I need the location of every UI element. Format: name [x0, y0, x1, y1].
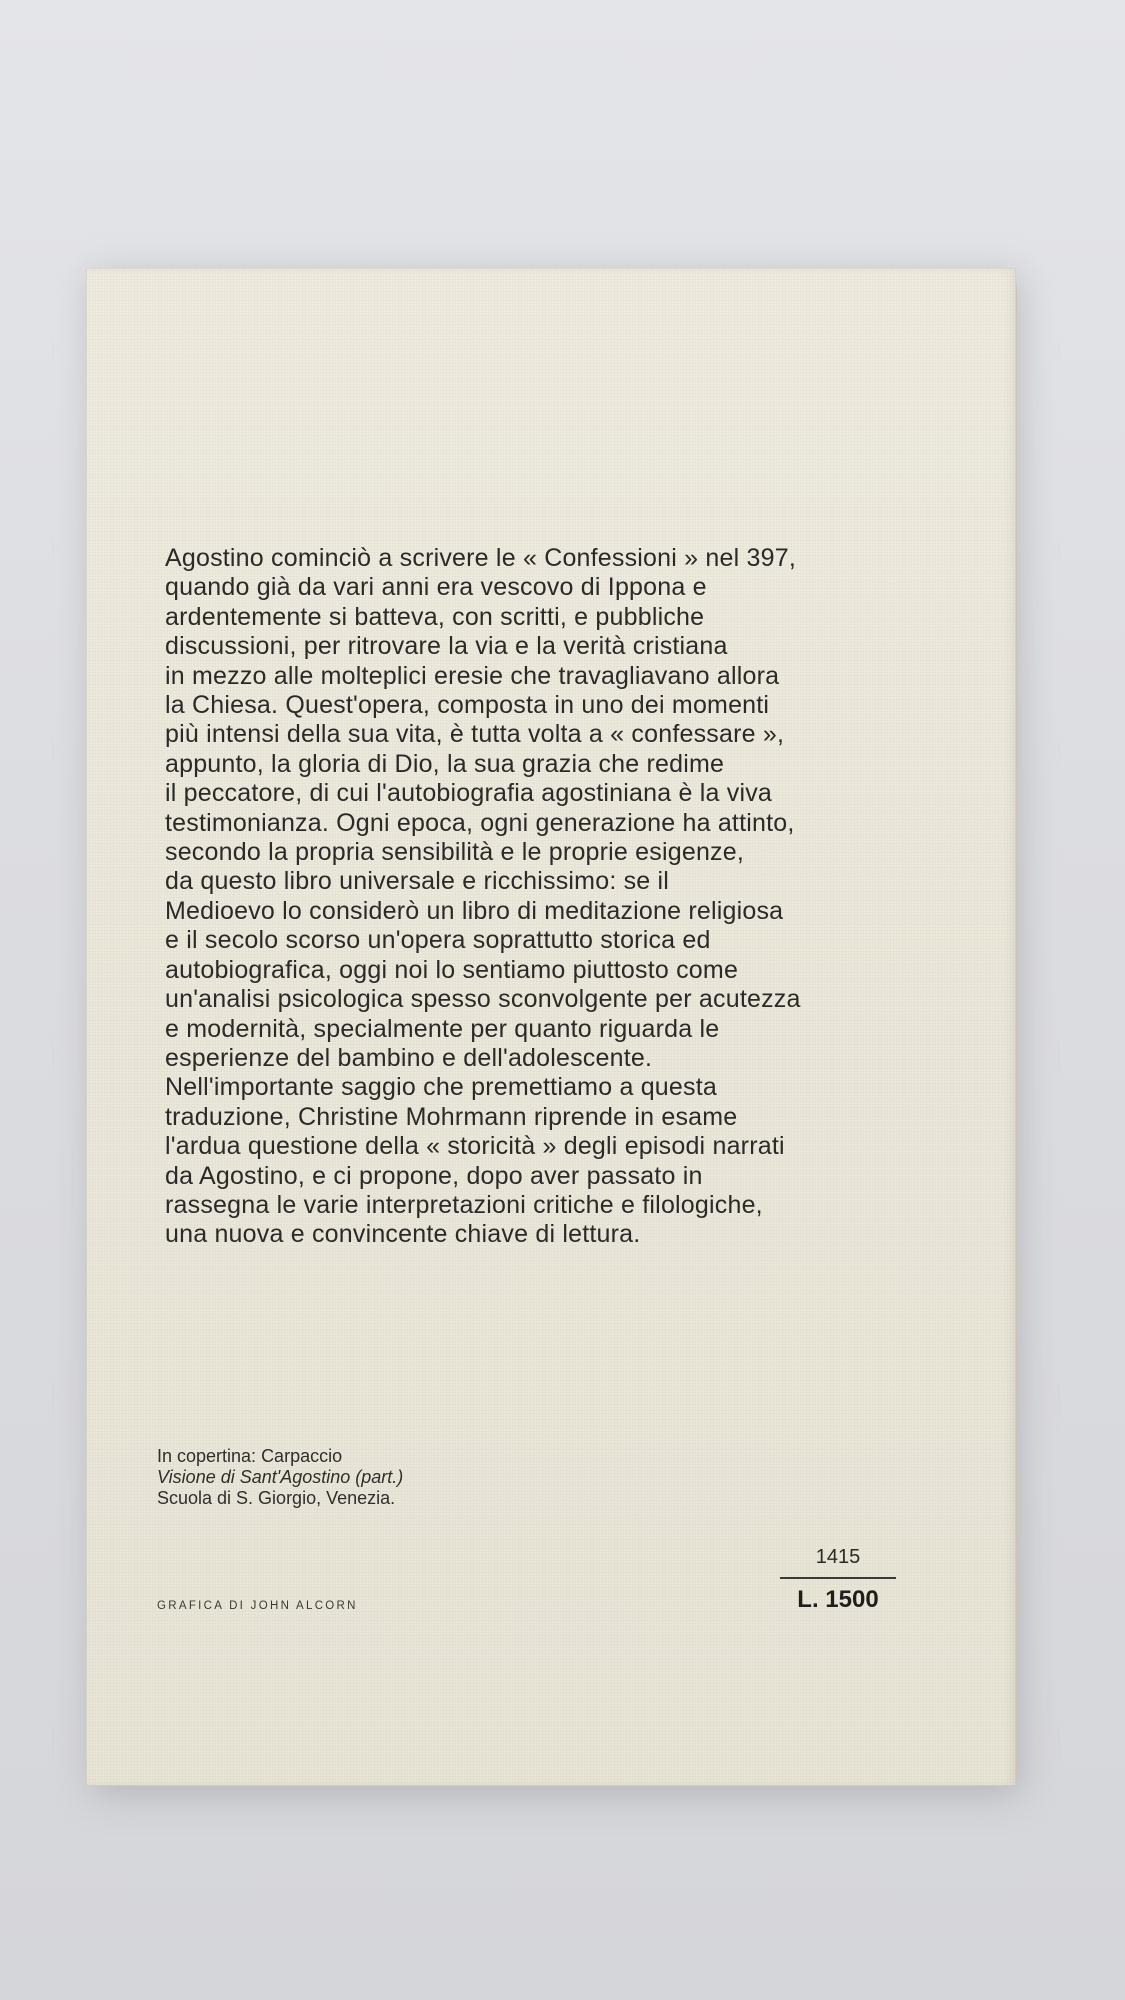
blurb-line: esperienze del bambino e dell'adolescente. [165, 1043, 653, 1072]
blurb-line: più intensi della sua vita, è tutta volta a « confessare », [165, 720, 785, 749]
blurb-line: ardentemente si batteva, con scritti, e pubbliche [165, 602, 705, 631]
blurb-line: appunto, la gloria di Dio, la sua grazia che redime [165, 749, 725, 778]
blurb-line: traduzione, Christine Mohrmann riprende in esame [165, 1102, 738, 1131]
blurb-line: il peccatore, di cui l'autobiografia agostiniana è la viva [165, 779, 773, 808]
blurb-line: Nell'importante saggio che premettiamo a questa [165, 1073, 717, 1102]
blurb-line: discussioni, per ritrovare la via e la verità cristiana [165, 632, 728, 661]
blurb-line: autobiografica, oggi noi lo sentiamo piuttosto come [165, 955, 739, 984]
blurb-line: da Agostino, e ci propone, dopo aver passato in [165, 1161, 703, 1190]
blurb-line: Medioevo lo considerò un libro di meditazione religiosa [165, 896, 784, 925]
blurb-line: l'ardua questione della « storicità » degli episodi narrati [165, 1132, 785, 1161]
design-credit: GRAFICA DI JOHN ALCORN [157, 1600, 358, 1612]
blurb-line: e il secolo scorso un'opera soprattutto storica ed [165, 926, 711, 955]
blurb-line: quando già da vari anni era vescovo di Ippona e [165, 573, 707, 602]
blurb-line: secondo la propria sensibilità e le proprie esigenze, [165, 838, 744, 867]
credit-line-artwork: Visione di Sant'Agostino (part.) [157, 1467, 404, 1487]
blurb-line: Agostino cominciò a scrivere le « Confessioni » nel 397, [165, 544, 796, 572]
price-label: L. 1500 [797, 1586, 879, 1613]
price-divider [780, 1577, 896, 1579]
credit-line-location: Scuola di S. Giorgio, Venezia. [157, 1488, 396, 1508]
blurb-line: e modernità, specialmente per quanto riguarda le [165, 1014, 720, 1043]
blurb-line: da questo libro universale e ricchissimo: se il [165, 867, 670, 896]
blurb-line: rassegna le varie interpretazioni critiche e filologiche, [165, 1190, 763, 1219]
blurb-line: testimonianza. Ogni epoca, ogni generazione ha attinto, [165, 808, 795, 837]
blurb-line: in mezzo alle molteplici eresie che travagliavano allora [165, 661, 780, 690]
blurb-line: un'analisi psicologica spesso sconvolgente per acutezza [165, 985, 801, 1014]
catalog-number: 1415 [815, 1546, 861, 1568]
blurb-line: una nuova e convincente chiave di lettura. [165, 1220, 641, 1249]
credit-line-artist: In copertina: Carpaccio [157, 1446, 343, 1466]
back-cover-blurb [165, 544, 925, 1250]
cover-credits [157, 1446, 403, 1509]
blurb-line: la Chiesa. Quest'opera, composta in uno dei momenti [165, 691, 770, 720]
